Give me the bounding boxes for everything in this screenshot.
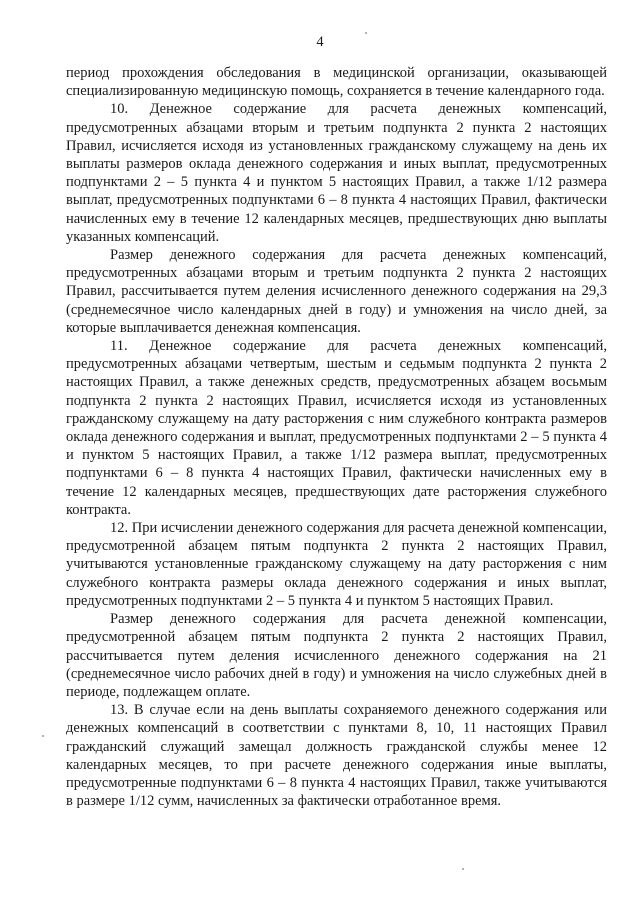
scan-speck	[365, 32, 367, 34]
document-body	[66, 64, 607, 810]
paragraph-item-12-calculation: Размер денежного содержания для расчета денежной компенсации, предусмотренной абзацем пятым подпункта 2 пункта 2 настоящих Правил, рассчитывается путем деления исчисленного денежного содержания на 21 (среднемесячное число рабочих дней в году) и умножения на число служебных дней в периоде, подлежащем оплате.	[66, 611, 607, 700]
paragraph-item-12: 12. При исчислении денежного содержания для расчета денежной компенсации, предусмотренной абзацем пятым подпункта 2 пункта 2 настоящих Правил, учитываются установленные гражданскому служащему на дату расторжения с ним служебного контракта размеры оклада денежного содержания и иных выплат, предусмотренных подпунктами 2 – 5 пункта 4 и пунктом 5 настоящих Правил.	[66, 520, 607, 609]
paragraph-item-11: 11. Денежное содержание для расчета денежных компенсаций, предусмотренных абзацами четвертым, шестым и седьмым подпункта 2 пункта 2 настоящих Правил, а также денежных средств, предусмотренных абзацем восьмым подпункта 2 пункта 2 настоящих Правил, исчисляется исходя из установленных гражданскому служащему на дату расторжения с ним служебного контракта размеров оклада денежного содержания и выплат, предусмотренных подпунктами 2 – 5 пункта 4 и пунктом 5 настоящих Правил, а также 1/12 размера выплат, предусмотренных подпунктами 6 – 8 пункта 4 настоящих Правил, фактически начисленных ему в течение 12 календарных месяцев, предшествующих дате расторжения служебного контракта.	[66, 338, 607, 518]
paragraph-item-10: 10. Денежное содержание для расчета денежных компенсаций, предусмотренных абзацами вторым и третьим подпункта 2 пункта 2 настоящих Правил, исчисляется исходя из установленных гражданскому служащему на день их выплаты размеров оклада денежного содержания и иных выплат, предусмотренных подпунктами 2 – 5 пункта 4 и пунктом 5 настоящих Правил, а также 1/12 размера выплат, предусмотренных подпунктами 6 – 8 пункта 4 настоящих Правил, фактически начисленных ему в течение 12 календарных месяцев, предшествующих дню выплаты указанных компенсаций.	[66, 101, 607, 245]
paragraph-continuation: период прохождения обследования в медицинской организации, оказывающей специализированную медицинскую помощь, сохраняется в течение календарного года.	[66, 65, 607, 100]
scan-speck	[42, 735, 44, 737]
paragraph-item-10-calculation: Размер денежного содержания для расчета денежных компенсаций, предусмотренных абзацами вторым и третьим подпункта 2 пункта 2 настоящих Правил, рассчитывается путем деления исчисленного денежного содержания на 29,3 (среднемесячное число календарных дней в году) и умножения на число дней, за которые выплачивается денежная компенсация.	[66, 247, 607, 336]
scan-speck	[462, 868, 464, 870]
page-number: 4	[316, 34, 324, 50]
paragraph-item-13: 13. В случае если на день выплаты сохраняемого денежного содержания или денежных компенсаций в соответствии с пунктами 8, 10, 11 настоящих Правил гражданский служащий замещал должность гражданской службы менее 12 календарных месяцев, то при расчете денежного содержания иные выплаты, предусмотренные подпунктами 6 – 8 пункта 4 настоящих Правил, также учитываются в размере 1/12 сумм, начисленных за фактически отработанное время.	[66, 702, 607, 810]
